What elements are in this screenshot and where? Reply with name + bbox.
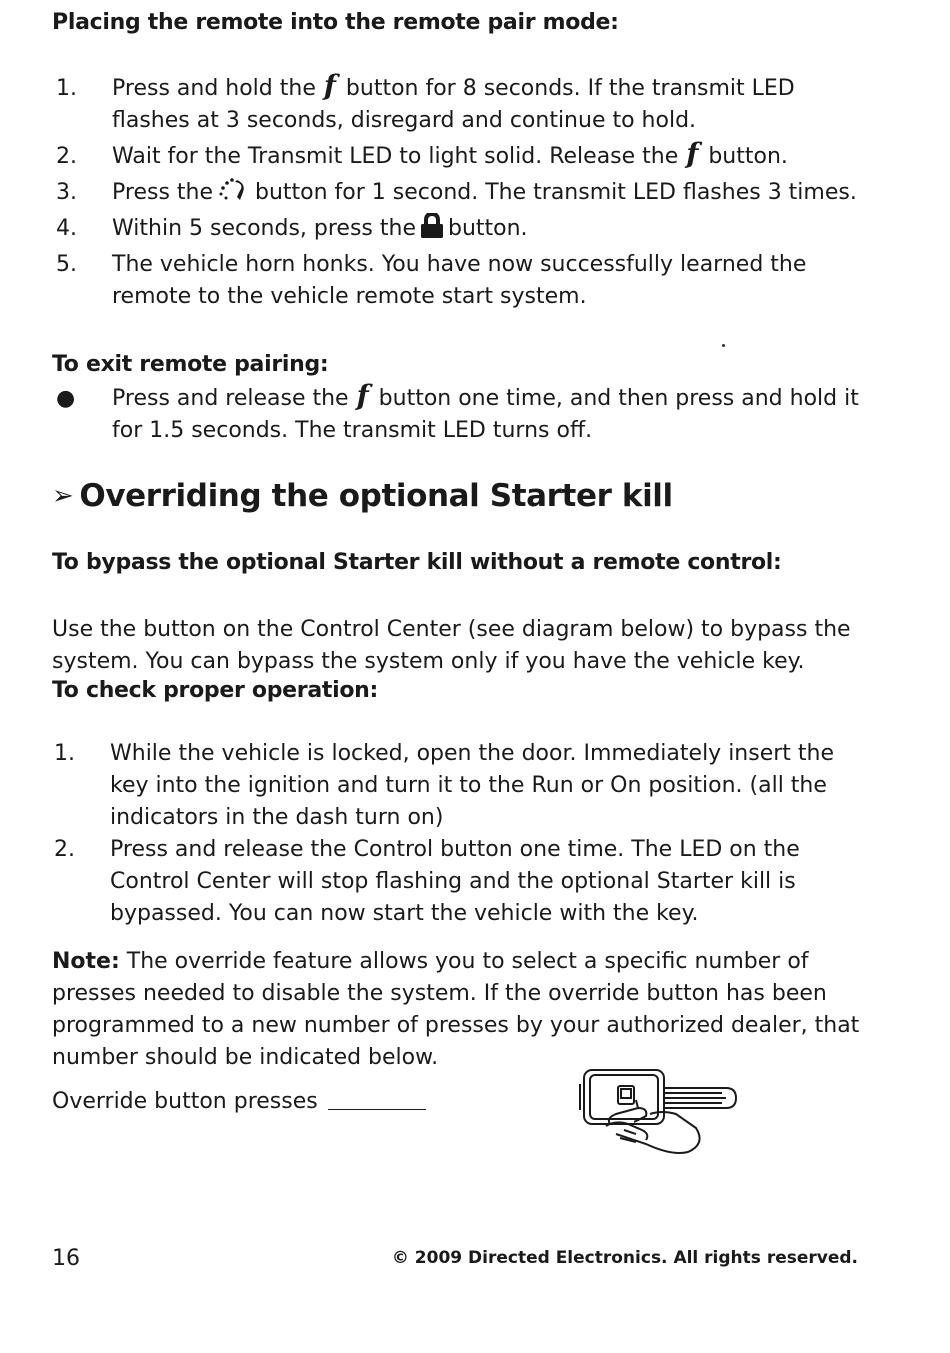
override-presses-label: Override button presses <box>52 1089 318 1114</box>
step-number: 5. <box>56 252 77 277</box>
list-item <box>56 213 876 245</box>
check-operation-heading: To check proper operation: <box>52 678 379 703</box>
padlock-icon <box>420 213 444 239</box>
note-paragraph <box>52 946 892 1074</box>
list-item <box>56 249 876 313</box>
note-text: The override feature allows you to select a specific number of presses needed to disable the system. If the override button has been programmed to a new number of presses by your authorized dealer, that number should be indicated below. <box>52 949 860 1070</box>
pair-mode-heading: Placing the remote into the remote pair mode: <box>52 10 619 35</box>
scan-speck <box>722 344 725 347</box>
step-text: button for 8 seconds. If the transmit LED flashes at 3 seconds, disregard and continue to hold. <box>112 76 795 133</box>
step-number: 3. <box>56 180 77 205</box>
step-text: button for 1 second. The transmit LED flashes 3 times. <box>255 180 857 205</box>
function-f-icon: f <box>356 379 369 412</box>
step-number: 2. <box>56 144 77 169</box>
function-f-icon: f <box>323 69 336 102</box>
step-text: Press the <box>112 180 213 205</box>
step-text: Within 5 seconds, press the <box>112 216 416 241</box>
bullet-text: Press and release the <box>112 386 349 411</box>
step-number: 2. <box>54 837 75 862</box>
section-title-text: Overriding the optional Starter kill <box>79 478 673 514</box>
copyright-notice: © 2009 Directed Electronics. All rights reserved. <box>391 1248 858 1268</box>
override-section-title <box>52 478 673 514</box>
arrowhead-icon: ➢ <box>52 481 74 511</box>
bypass-subheading: To bypass the optional Starter kill without a remote control: <box>52 550 782 575</box>
step-text: Press and release the Control button one time. The LED on the Control Center will stop flashing and the optional Starter kill is bypassed. You can now start the vehicle with the key. <box>110 837 800 926</box>
list-item <box>56 177 876 209</box>
remote-start-icon <box>217 177 251 203</box>
check-operation-steps <box>54 738 874 930</box>
pair-mode-steps <box>56 69 876 313</box>
step-number: 1. <box>54 741 75 766</box>
function-f-icon: f <box>686 137 699 170</box>
step-text: button. <box>447 216 528 241</box>
step-text: Wait for the Transmit LED to light solid. Release the <box>112 144 679 169</box>
override-presses-row <box>52 1086 426 1118</box>
step-number: 1. <box>56 76 77 101</box>
exit-pairing-heading: To exit remote pairing: <box>52 352 329 377</box>
step-number: 4. <box>56 216 77 241</box>
list-item <box>56 69 876 137</box>
step-text: The vehicle horn honks. You have now successfully learned the remote to the vehicle remote start system. <box>112 252 807 309</box>
list-item <box>54 738 874 834</box>
presses-blank-line <box>328 1089 426 1110</box>
step-text: button. <box>708 144 788 169</box>
step-text: While the vehicle is locked, open the door. Immediately insert the key into the ignition and turn it to the Run or On position. (all the indicators in the dash turn on) <box>110 741 835 830</box>
exit-pairing-bullet <box>56 379 876 447</box>
note-label: Note: <box>52 949 120 974</box>
list-item <box>56 137 876 173</box>
bypass-intro-paragraph: Use the button on the Control Center (see diagram below) to bypass the system. You can bypass the system only if you have the vehicle key. <box>52 617 851 674</box>
page-number: 16 <box>52 1246 80 1271</box>
list-item <box>54 834 874 930</box>
bullet-icon: ● <box>56 386 76 411</box>
step-text: Press and hold the <box>112 76 316 101</box>
bullet-text: button one time, and then press and hold it for 1.5 seconds. The transmit LED turns off. <box>112 386 859 443</box>
control-center-hand-icon <box>576 1064 746 1164</box>
